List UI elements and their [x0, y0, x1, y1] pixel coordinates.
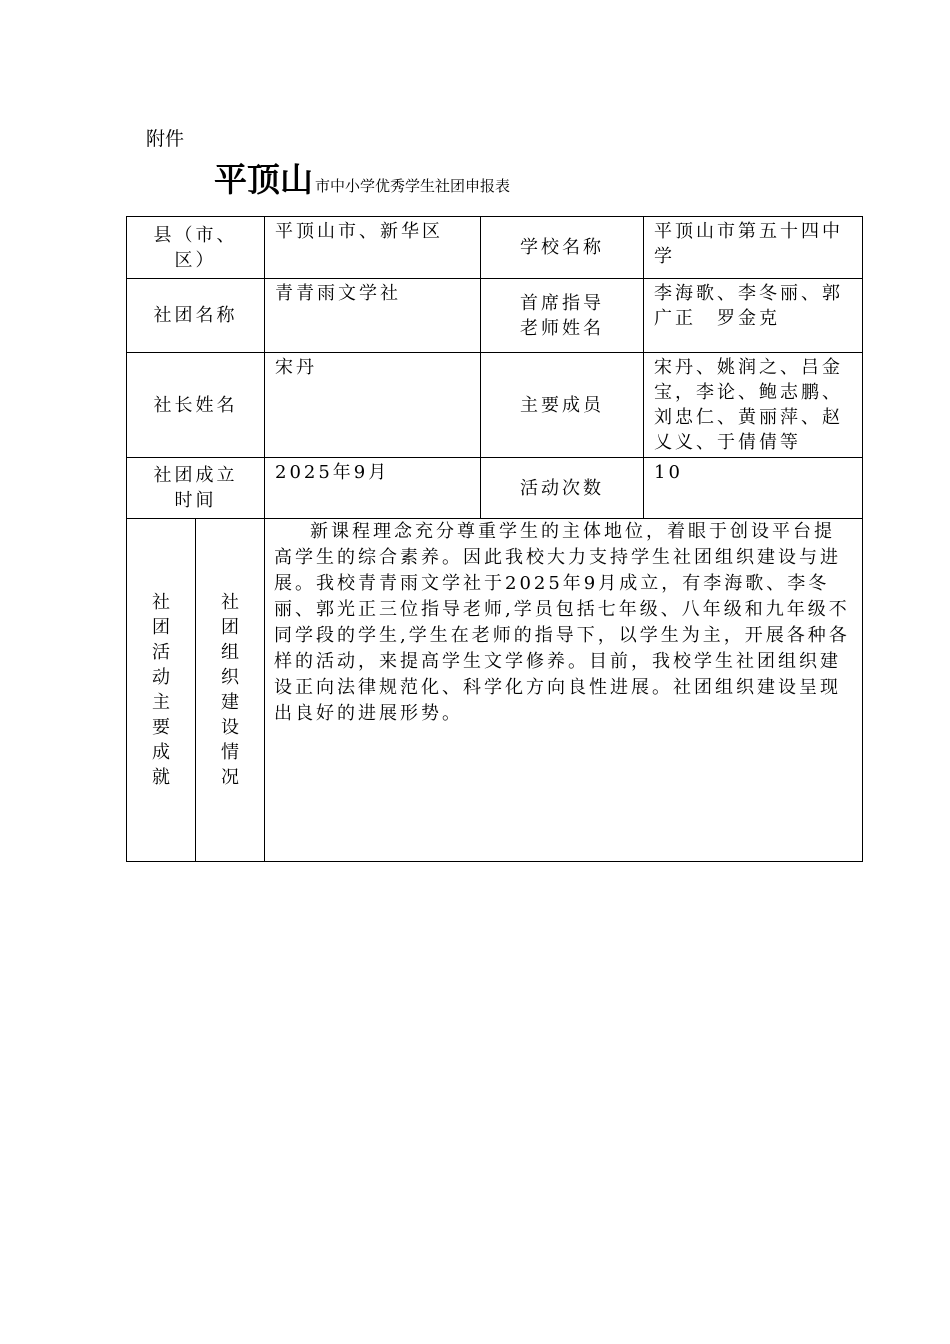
organization-label-text: 社团组织建设情况: [221, 592, 239, 788]
application-form-table: [126, 216, 863, 862]
members-label: 主要成员: [481, 353, 644, 458]
club-name-value: 青青雨文学社: [265, 279, 481, 353]
form-title: [214, 154, 510, 201]
title-city: 平顶山: [214, 160, 313, 199]
organization-paragraph: 新课程理念充分尊重学生的主体地位，着眼于创设平台提高学生的综合素养。因此我校大力支持学生社团组织建设与进展。我校青青雨文学社于2025年9月成立，有李海歌、李冬丽、郭光正三位指导老师,学员包括七年级、八年级和九年级不同学段的学生,学生在老师的指导下，以学生为主，开展各种各样的活动，来提高学生文学修养。目前，我校学生社团组织建设正向法律规范化、科学化方向良性进展。社团组织建设呈现出良好的进展形势。: [274, 521, 850, 724]
club-name-label: 社团名称: [127, 279, 265, 353]
members-value: 宋丹、姚润之、吕金宝，李论、鲍志鹏、刘忠仁、黄丽萍、赵乂义、于倩倩等: [644, 353, 863, 458]
county-value: 平顶山市、新华区: [265, 217, 481, 279]
activities-label: 活动次数: [481, 458, 644, 519]
achievements-label-text: 社团活动主要成就: [152, 592, 170, 788]
president-value: 宋丹: [265, 353, 481, 458]
advisor-value: 李海歌、李冬丽、郭广正 罗金克: [644, 279, 863, 353]
president-label: 社长姓名: [127, 353, 265, 458]
table-row: [127, 217, 863, 279]
founded-value: 2025年9月: [265, 458, 481, 519]
school-value: 平顶山市第五十四中学: [644, 217, 863, 279]
school-label: 学校名称: [481, 217, 644, 279]
activities-value: 10: [644, 458, 863, 519]
table-row: [127, 458, 863, 519]
founded-label: 社团成立时间: [127, 458, 265, 519]
table-row: [127, 353, 863, 458]
achievements-label: [127, 519, 196, 862]
attachment-label: 附件: [146, 128, 185, 150]
advisor-label: 首席指导老师姓名: [481, 279, 644, 353]
title-rest: 市中小学优秀学生社团申报表: [315, 177, 511, 195]
table-row: [127, 519, 863, 862]
organization-text: [265, 519, 863, 862]
county-label: 县（市、区）: [127, 217, 265, 279]
organization-label: [196, 519, 265, 862]
table-row: [127, 279, 863, 353]
